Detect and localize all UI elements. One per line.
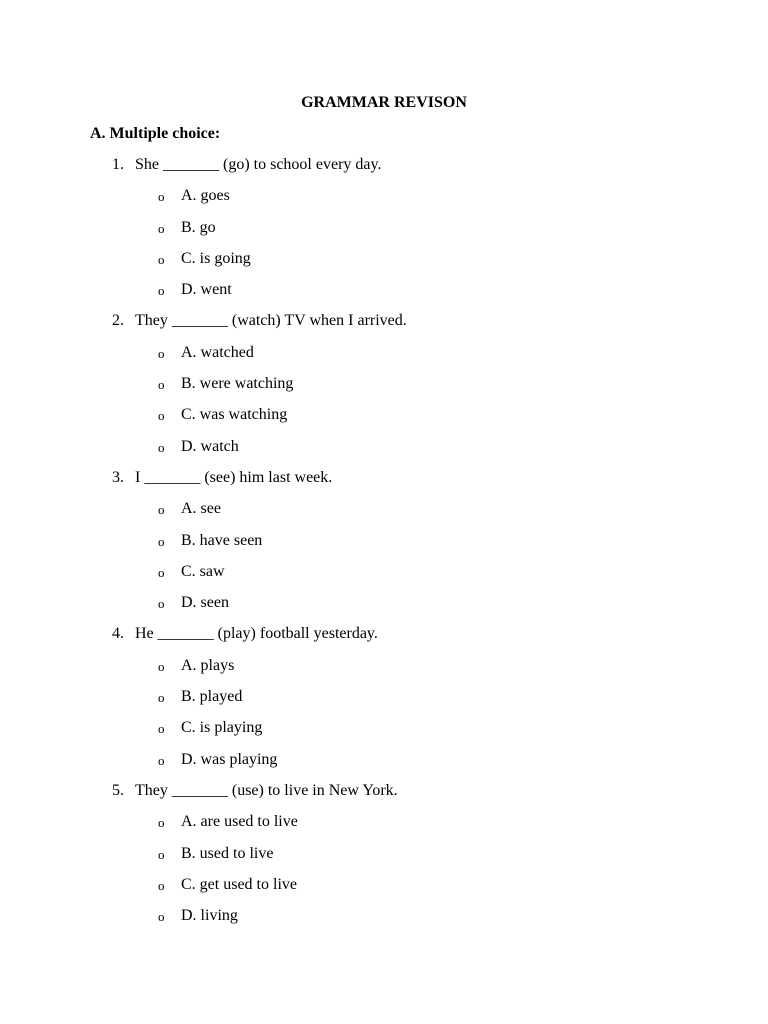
answer-option <box>0 874 768 905</box>
question-item <box>0 780 768 936</box>
answer-option <box>0 655 768 686</box>
answer-option <box>0 561 768 592</box>
option-text: A. plays <box>181 656 235 674</box>
question-number: 1. <box>112 156 124 173</box>
bullet-icon: o <box>158 345 165 361</box>
answer-option <box>0 843 768 874</box>
question-number: 5. <box>112 781 124 799</box>
answer-option <box>0 185 768 216</box>
bullet-icon: o <box>158 502 165 518</box>
answer-option <box>0 592 768 623</box>
option-text: D. seen <box>181 594 229 612</box>
answer-option <box>0 905 768 936</box>
question-item <box>0 154 768 310</box>
option-text: C. was watching <box>181 406 288 424</box>
bullet-icon: o <box>158 533 165 549</box>
question-line <box>0 310 768 341</box>
option-list <box>0 185 768 310</box>
option-text: A. are used to live <box>181 813 298 831</box>
answer-option <box>0 717 768 748</box>
question-item <box>0 467 768 623</box>
answer-option <box>0 530 768 561</box>
question-number: 3. <box>112 468 124 486</box>
page-title: GRAMMAR REVISON <box>301 94 467 111</box>
bullet-icon: o <box>158 251 165 267</box>
question-text: I _______ (see) him last week. <box>135 468 333 486</box>
question-line <box>0 780 768 811</box>
question-text: They _______ (use) to live in New York. <box>135 781 398 799</box>
option-list <box>0 655 768 780</box>
answer-option <box>0 404 768 435</box>
option-text: B. used to live <box>181 844 274 862</box>
option-text: C. is going <box>181 249 251 267</box>
answer-option <box>0 749 768 780</box>
option-text: D. was playing <box>181 750 278 768</box>
bullet-icon: o <box>158 877 165 893</box>
option-list <box>0 811 768 936</box>
question-text: They _______ (watch) TV when I arrived. <box>135 312 407 330</box>
option-text: C. saw <box>181 562 225 580</box>
bullet-icon: o <box>158 752 165 768</box>
option-text: B. have seen <box>181 531 263 549</box>
question-number: 2. <box>112 312 124 330</box>
option-text: D. watch <box>181 437 239 455</box>
answer-option <box>0 279 768 310</box>
bullet-icon: o <box>158 283 165 299</box>
bullet-icon: o <box>158 596 165 612</box>
bullet-icon: o <box>158 846 165 862</box>
answer-option <box>0 498 768 529</box>
bullet-icon: o <box>158 564 165 580</box>
option-text: D. went <box>181 281 232 299</box>
answer-option <box>0 436 768 467</box>
question-text: He _______ (play) football yesterday. <box>135 625 378 643</box>
answer-option <box>0 248 768 279</box>
option-text: B. played <box>181 688 243 706</box>
question-line <box>0 623 768 654</box>
option-list <box>0 498 768 623</box>
section-heading: A. Multiple choice: <box>90 125 221 142</box>
option-text: A. watched <box>181 343 254 361</box>
answer-option <box>0 342 768 373</box>
bullet-icon: o <box>158 721 165 737</box>
answer-option <box>0 217 768 248</box>
option-text: A. see <box>181 500 221 518</box>
question-item <box>0 310 768 466</box>
option-text: C. is playing <box>181 719 263 737</box>
question-list <box>0 154 768 936</box>
question-text: She _______ (go) to school every day. <box>135 156 382 173</box>
option-text: D. living <box>181 907 238 925</box>
option-list <box>0 342 768 467</box>
bullet-icon: o <box>158 220 165 236</box>
bullet-icon: o <box>158 690 165 706</box>
answer-option <box>0 811 768 842</box>
question-number: 4. <box>112 625 124 643</box>
bullet-icon: o <box>158 377 165 393</box>
option-text: A. goes <box>181 187 230 205</box>
answer-option <box>0 373 768 404</box>
option-text: B. go <box>181 218 216 236</box>
option-text: C. get used to live <box>181 875 297 893</box>
bullet-icon: o <box>158 658 165 674</box>
bullet-icon: o <box>158 189 165 205</box>
bullet-icon: o <box>158 909 165 925</box>
bullet-icon: o <box>158 439 165 455</box>
answer-option <box>0 686 768 717</box>
bullet-icon: o <box>158 408 165 424</box>
question-line <box>0 154 768 185</box>
option-text: B. were watching <box>181 375 294 393</box>
question-line <box>0 467 768 498</box>
question-item <box>0 623 768 779</box>
bullet-icon: o <box>158 815 165 831</box>
